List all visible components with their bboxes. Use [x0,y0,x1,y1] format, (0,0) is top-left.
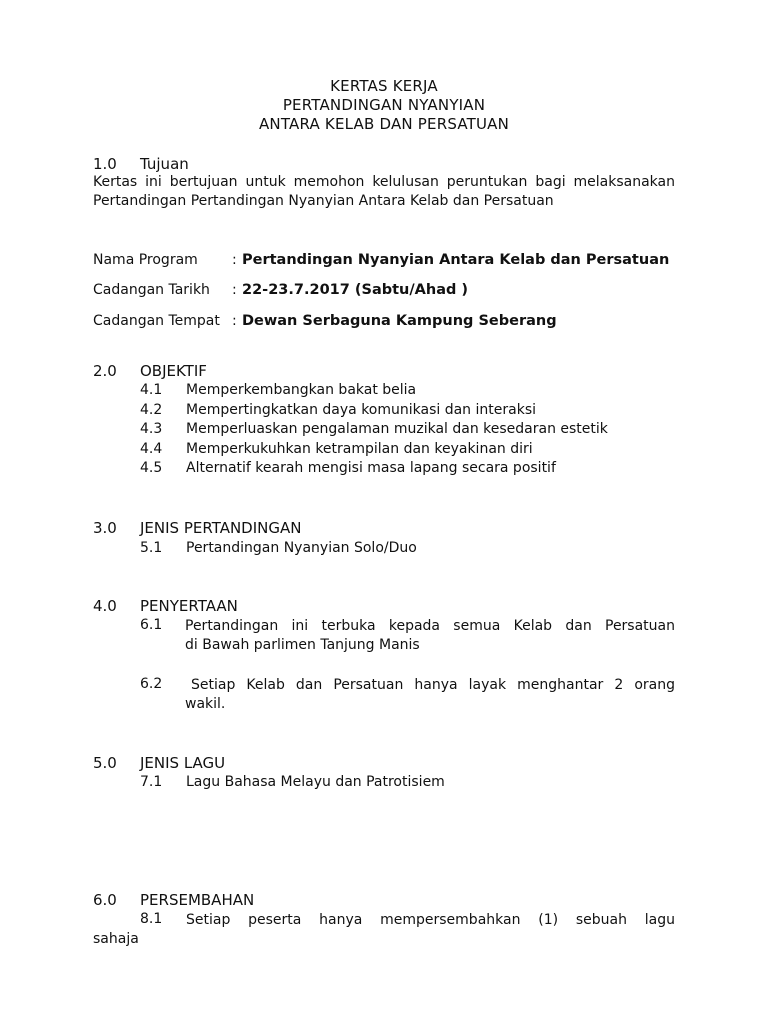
section-1-text-line-2: Pertandingan Pertandingan Nyanyian Antara Kelab dan Persatuan [93,193,554,209]
participation-item-number: 6.1 [140,617,163,633]
program-name-label: Nama Program [93,252,198,268]
participation-item-text-line-1: Setiap Kelab dan Persatuan hanya layak menghantar 2 orang [191,677,675,693]
doc-title-line-1: KERTAS KERJA [330,77,438,95]
objective-item-text: Memperkukuhkan ketrampilan dan keyakinan diri [186,441,533,457]
song-type-item-number: 7.1 [140,774,163,790]
participation-item-text-line-2: di Bawah parlimen Tanjung Manis [185,637,420,653]
performance-item-text-line-2: sahaja [93,931,139,947]
proposed-date-label: Cadangan Tarikh [93,282,210,298]
proposed-venue-value: Dewan Serbaguna Kampung Seberang [242,313,557,329]
objective-item-number: 4.2 [140,402,163,418]
competition-type-item-number: 5.1 [140,540,163,556]
program-name-value: Pertandingan Nyanyian Antara Kelab dan Persatuan [242,252,670,268]
section-2-number: 2.0 [93,362,117,380]
section-1-text-line-1: Kertas ini bertujuan untuk memohon kelulusan peruntukan bagi melaksanakan [93,174,675,190]
section-2-title: OBJEKTIF [140,362,207,380]
participation-item-number: 6.2 [140,676,163,692]
objective-item-text: Mempertingkatkan daya komunikasi dan interaksi [186,402,536,418]
section-5-title: JENIS LAGU [140,754,226,772]
performance-item-number: 8.1 [140,911,163,927]
section-6-title: PERSEMBAHAN [140,891,255,909]
section-1-title: Tujuan [140,155,189,173]
doc-title-line-3: ANTARA KELAB DAN PERSATUAN [258,115,510,133]
objective-item-number: 4.3 [140,421,163,437]
proposed-date-value: 22-23.7.2017 (Sabtu/Ahad ) [242,282,469,298]
proposed-venue-label: Cadangan Tempat [93,313,220,329]
objective-item-number: 4.4 [140,441,163,457]
section-4-number: 4.0 [93,597,117,615]
objective-item-number: 4.5 [140,460,163,476]
objective-item-text: Memperkembangkan bakat belia [186,382,417,398]
objective-item-number: 4.1 [140,382,163,398]
competition-type-item-text: Pertandingan Nyanyian Solo/Duo [186,540,417,556]
proposed-date-colon: : [232,282,237,298]
participation-item-text-line-2: wakil. [185,696,226,712]
program-name-colon: : [232,252,237,268]
song-type-item-text: Lagu Bahasa Melayu dan Patrotisiem [186,774,445,790]
section-4-title: PENYERTAAN [140,597,238,615]
objective-item-text: Alternatif kearah mengisi masa lapang secara positif [186,460,556,476]
participation-item-text-line-1: Pertandingan ini terbuka kepada semua Kelab dan Persatuan [185,618,675,634]
section-5-number: 5.0 [93,754,117,772]
performance-item-text-line-1: Setiap peserta hanya mempersembahkan (1) sebuah lagu [186,912,675,928]
proposed-venue-colon: : [232,313,237,329]
objective-item-text: Memperluaskan pengalaman muzikal dan kesedaran estetik [186,421,608,437]
section-3-title: JENIS PERTANDINGAN [140,519,302,537]
section-3-number: 3.0 [93,519,117,537]
doc-title-line-2: PERTANDINGAN NYANYIAN [282,96,486,114]
section-6-number: 6.0 [93,891,117,909]
section-1-number: 1.0 [93,155,117,173]
